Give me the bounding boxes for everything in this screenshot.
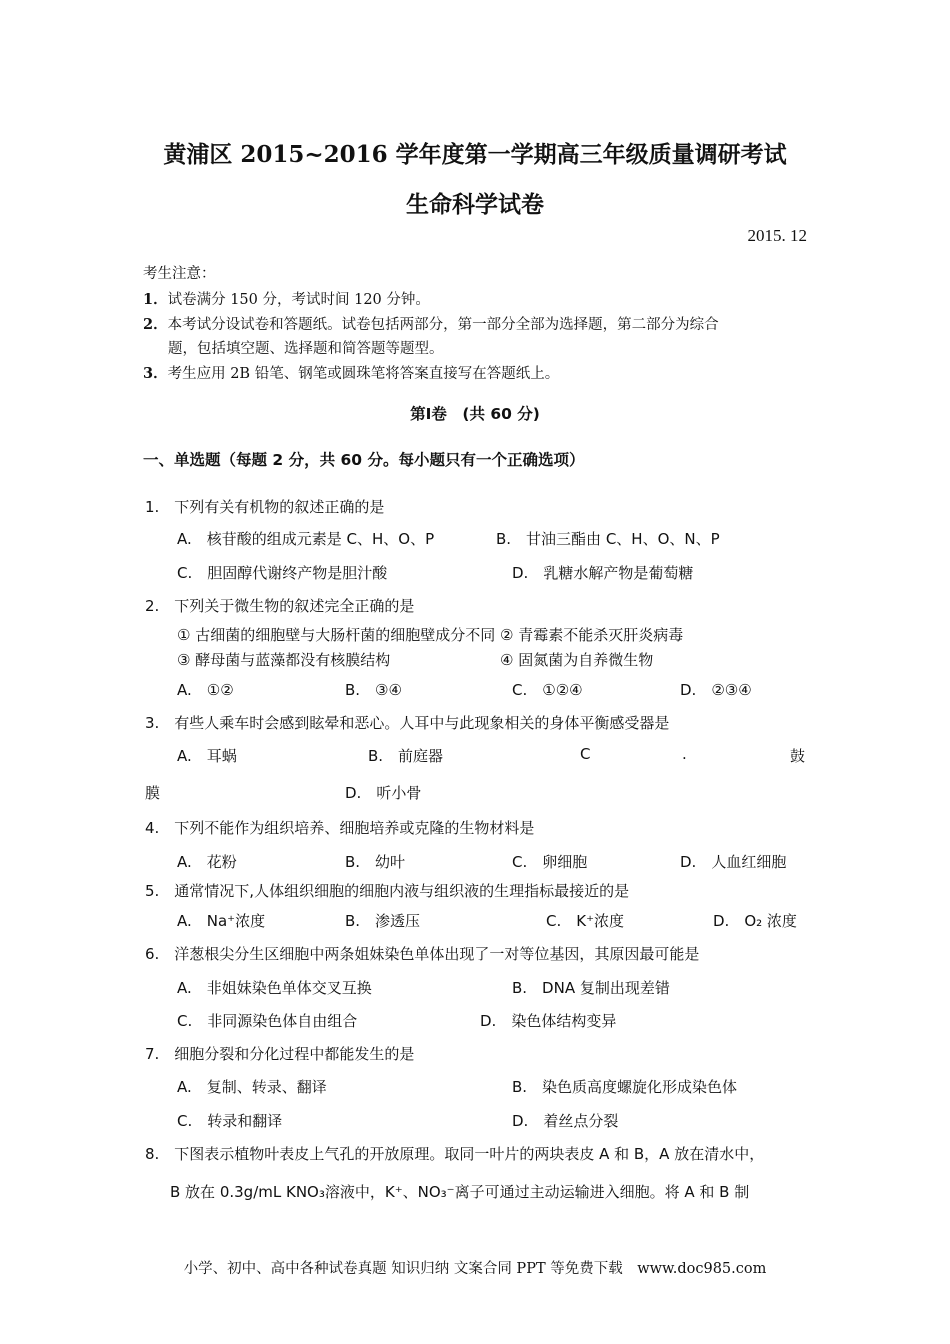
question-2-statement-4: ④ 固氮菌为自养微生物 [500,651,654,669]
question-3-option-b: B. 前庭器 [368,747,444,765]
question-3-option-d: D. 听小骨 [345,784,422,802]
question-7-option-b: B. 染色质高度螺旋化形成染色体 [512,1078,738,1096]
question-1-option-b: B. 甘油三酯由 C、H、O、N、P [496,530,720,548]
notice-item-3 [143,362,559,383]
question-3-option-a: A. 耳蜗 [177,747,237,765]
question-1-stem: 1. 下列有关有机物的叙述正确的是 [145,498,385,516]
question-5-stem: 5. 通常情况下,人体组织细胞的细胞内液与组织液的生理指标最接近的是 [145,882,630,900]
question-6-stem: 6. 洋葱根尖分生区细胞中两条姐妹染色单体出现了一对等位基因，其原因最可能是 [145,945,700,963]
notice-num: 1． [143,291,168,308]
question-1-option-c: C. 胆固醇代谢终产物是胆汁酸 [177,564,388,582]
question-2-option-a: A. ①② [177,681,234,699]
notice-text: 考生应用 2B 铅笔、钢笔或圆珠笔将答案直接写在答题纸上。 [167,366,560,382]
question-2-option-b: B. ③④ [345,681,402,699]
question-2-stem: 2. 下列关于微生物的叙述完全正确的是 [145,597,415,615]
question-4-option-d: D. 人血红细胞 [680,853,787,871]
question-8-stem-cont: B 放在 0.3g/mL KNO₃溶液中，K⁺、NO₃⁻离子可通过主动运输进入细胞。将 A 和 B 制 [170,1183,750,1201]
exam-title: 黄浦区 2015~2016 学年度第一学期高三年级质量调研考试 [163,141,787,168]
question-7-stem: 7. 细胞分裂和分化过程中都能发生的是 [145,1045,415,1063]
question-3-option-c-letter: C [580,745,591,763]
notice-item-2-cont: 题，包括填空题、选择题和简答题等题型。 [168,341,444,357]
question-6-option-d: D. 染色体结构变异 [480,1012,617,1030]
page-footer: 小学、初中、高中各种试卷真题 知识归纳 文案合同 PPT 等免费下载 www.doc985.com [183,1261,767,1277]
question-1-option-d: D. 乳糖水解产物是葡萄糖 [512,564,694,582]
exam-subtitle: 生命科学试卷 [406,191,544,218]
question-6-option-b: B. DNA 复制出现差错 [512,979,670,997]
notice-item-2 [143,313,719,334]
question-5-option-c: C. K⁺浓度 [546,912,624,930]
question-3-option-c-dot: . [682,745,687,763]
question-2-option-d: D. ②③④ [680,681,752,699]
question-8-stem: 8. 下图表示植物叶表皮上气孔的开放原理。取同一叶片的两块表皮 A 和 B，A 放在清水中， [145,1145,765,1163]
question-2-statement-1-2: ① 古细菌的细胞壁与大肠杆菌的细胞壁成分不同 ② 青霉素不能杀灭肝炎病毒 [177,626,684,644]
notice-item-1 [143,288,430,309]
question-3-option-c-text-cont: 膜 [145,784,161,802]
question-6-option-a: A. 非姐妹染色单体交叉互换 [177,979,372,997]
part-heading: 第Ⅰ卷 (共 60 分) [410,405,540,423]
question-5-option-a: A. Na⁺浓度 [177,912,266,930]
question-6-option-c: C. 非同源染色体自由组合 [177,1012,358,1030]
question-5-option-b: B. 渗透压 [345,912,421,930]
notice-text: 试卷满分 150 分，考试时间 120 分钟。 [167,292,430,308]
question-4-option-b: B. 幼叶 [345,853,406,871]
question-4-stem: 4. 下列不能作为组织培养、细胞培养或克隆的生物材料是 [145,819,535,837]
notice-text: 本考试分设试卷和答题纸。试卷包括两部分，第一部分全部为选择题，第二部分为综合 [167,317,719,333]
question-5-option-d: D. O₂ 浓度 [713,912,797,930]
question-3-option-c-text: 鼓 [790,747,806,765]
question-7-option-c: C. 转录和翻译 [177,1112,283,1130]
notice-num: 2． [143,316,168,333]
question-4-option-c: C. 卵细胞 [512,853,588,871]
question-7-option-d: D. 着丝点分裂 [512,1112,619,1130]
question-3-stem: 3. 有些人乘车时会感到眩晕和恶心。人耳中与此现象相关的身体平衡感受器是 [145,714,670,732]
notice-num: 3． [143,365,168,382]
section-heading: 一、单选题（每题 2 分，共 60 分。每小题只有一个正确选项） [143,451,585,469]
notice-label: 考生注意： [143,266,216,282]
question-1-option-a: A. 核苷酸的组成元素是 C、H、O、P [177,530,435,548]
question-2-statement-3: ③ 酵母菌与蓝藻都没有核膜结构 [177,651,391,669]
question-2-option-c: C. ①②④ [512,681,583,699]
question-7-option-a: A. 复制、转录、翻译 [177,1078,327,1096]
exam-date: 2015. 12 [747,226,807,245]
question-4-option-a: A. 花粉 [177,853,237,871]
